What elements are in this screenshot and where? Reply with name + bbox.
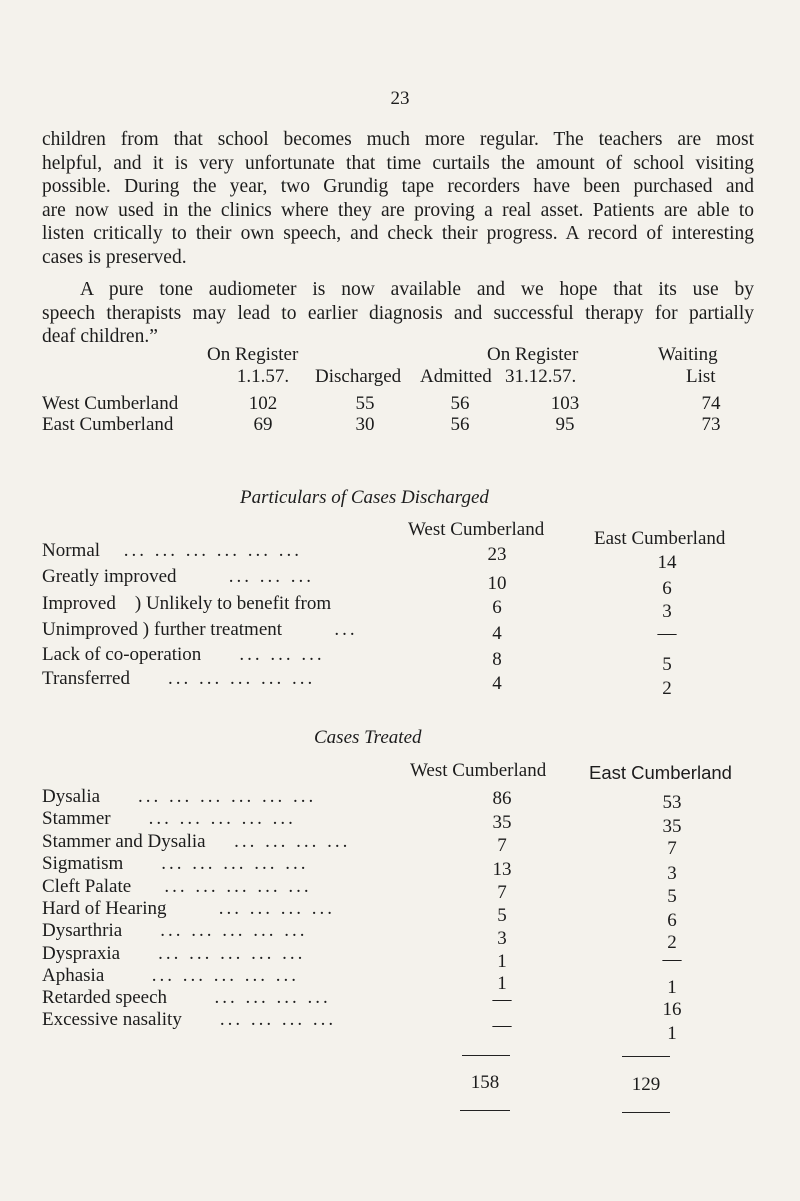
table-row [42, 786, 762, 813]
cell-west: 1 [497, 951, 507, 972]
total-east: 129 [631, 1074, 661, 1095]
row-label: Dysalia [42, 786, 101, 807]
cell-east: — [662, 949, 682, 970]
cell-east: 53 [662, 792, 682, 813]
row-label: Dyspraxia [42, 943, 121, 964]
row-label: Hard of Hearing [42, 898, 167, 919]
page-number: 23 [390, 88, 410, 109]
cell-west: 86 [492, 788, 512, 809]
cell-east: 3 [662, 601, 672, 622]
header-date-start: 1.1.57. [236, 366, 290, 387]
cell-east: 6 [667, 910, 677, 931]
cell-west: 8 [492, 649, 502, 670]
row-label: Dysarthria [42, 920, 123, 941]
leader-dots: ... ... ... ... ... [160, 920, 308, 941]
leader-dots: ... [334, 619, 358, 640]
table-row [42, 853, 762, 884]
cell-west: 13 [492, 859, 512, 880]
cell-west: 4 [492, 673, 502, 694]
row-label: East Cumberland [42, 414, 174, 435]
cell-west: — [492, 989, 512, 1010]
cell-west: 5 [497, 905, 507, 926]
header-on-register-start: On Register [207, 344, 299, 365]
cell-east: 5 [667, 886, 677, 907]
cell-east: 1 [667, 977, 677, 998]
cell-east: 14 [657, 552, 677, 573]
cell-east: 5 [662, 654, 672, 675]
table-row [42, 540, 762, 573]
discharged-title: Particulars of Cases Discharged [240, 487, 489, 508]
cell-waiting: 74 [701, 393, 721, 414]
paragraph-line: possible. During the year, two Grundig tape recorders have been purchased and [42, 176, 754, 197]
table-row [42, 566, 762, 599]
cell-west: 23 [487, 544, 507, 565]
cell-on-register-start: 69 [253, 414, 273, 435]
header-waiting: Waiting [658, 344, 718, 365]
paragraph-line: helpful, and it is very unfortunate that time curtails the amount of school visiting [42, 152, 754, 174]
total-west: 158 [470, 1072, 500, 1093]
rule-above-total-west [462, 1055, 510, 1056]
cell-west: 10 [487, 573, 507, 594]
cell-on-register-end: 95 [555, 414, 575, 435]
cell-west: 7 [497, 835, 507, 856]
cell-east: 6 [662, 578, 672, 599]
row-label: Normal [42, 540, 101, 561]
paragraph-line: listen critically to their own speech, and check their progress. A record of interesting [42, 223, 754, 244]
rule-below-total-west [460, 1110, 510, 1111]
cell-east: 35 [662, 816, 682, 837]
cell-waiting: 73 [701, 414, 721, 435]
treated-title: Cases Treated [314, 727, 422, 748]
cell-west: 1 [497, 973, 507, 994]
leader-dots: ... ... ... ... [218, 898, 336, 919]
leader-dots: ... ... ... ... ... ... [123, 540, 303, 561]
paragraph-line: speech therapists may lead to earlier diagnosis and successful therapy for partially [42, 302, 754, 324]
table-row [42, 943, 762, 972]
table-row [42, 920, 762, 953]
paragraph-line: are now used in the clinics where they are proving a real asset. Patients are able to [42, 199, 754, 221]
header-discharged: Discharged [315, 366, 402, 387]
row-label: Transferred [42, 668, 130, 689]
rule-below-total-east [622, 1112, 670, 1113]
row-label: Sigmatism [42, 853, 124, 874]
table-row [42, 876, 762, 907]
cell-on-register-start: 102 [248, 393, 278, 414]
cell-east: 2 [662, 678, 672, 699]
paragraph-line: children from that school becomes much more regular. The teachers are most [42, 129, 754, 150]
row-label: Aphasia [42, 965, 105, 986]
cell-discharged: 55 [355, 393, 375, 414]
row-label: Excessive nasality [42, 1009, 182, 1030]
cell-east: 1 [667, 1023, 677, 1044]
cell-west: 4 [492, 623, 502, 644]
leader-dots: ... ... ... ... ... [167, 668, 316, 689]
header-on-register-end: On Register [487, 344, 579, 365]
cell-west: 7 [497, 882, 507, 903]
leader-dots: ... ... ... ... ... [148, 808, 296, 829]
paragraph-2 [42, 278, 754, 349]
table-row [42, 668, 762, 699]
cell-east: — [657, 623, 677, 644]
cell-west: 3 [497, 928, 507, 949]
leader-dots: ... ... ... ... [234, 831, 351, 852]
table-row [42, 644, 762, 675]
row-label: Retarded speech [42, 987, 168, 1008]
header-admitted: Admitted [420, 366, 492, 387]
leader-dots: ... ... ... ... ... [158, 943, 306, 964]
leader-dots: ... ... ... ... [219, 1009, 337, 1030]
cell-east: 3 [667, 863, 677, 884]
cell-on-register-end: 103 [550, 393, 580, 414]
paragraph-line: cases is preserved. [42, 246, 187, 268]
header-date-end: 31.12.57. [505, 366, 577, 387]
leader-dots: ... ... ... ... ... ... [138, 786, 317, 807]
cell-east: 16 [662, 999, 682, 1020]
row-label: Stammer [42, 808, 111, 829]
col-west-header: West Cumberland [408, 519, 545, 540]
col-east-header: East Cumberland [594, 528, 726, 549]
paragraph-line: deaf children.” [42, 326, 158, 347]
paragraph-line: A pure tone audiometer is now available and we hope that its use by [80, 279, 754, 300]
row-label: Cleft Palate [42, 876, 132, 897]
leader-dots: ... ... ... ... ... [161, 853, 309, 874]
table-row [42, 1009, 762, 1044]
header-list: List [686, 366, 716, 387]
cell-east: 7 [667, 838, 677, 859]
table-row [42, 808, 762, 837]
cell-west: 35 [492, 812, 512, 833]
cell-discharged: 30 [355, 414, 375, 435]
row-label: Lack of co-operation [42, 644, 202, 665]
cell-admitted: 56 [450, 414, 470, 435]
table-row [42, 831, 762, 859]
cell-west: 6 [492, 597, 502, 618]
col-west-header: West Cumberland [410, 760, 547, 781]
row-label: Unimproved ) further treatment [42, 619, 283, 640]
leader-dots: ... ... ... ... ... [164, 876, 312, 897]
row-label: Improved ) Unlikely to benefit from [42, 593, 332, 614]
row-label: Stammer and Dysalia [42, 831, 206, 852]
cell-admitted: 56 [450, 393, 470, 414]
cell-east: 2 [667, 932, 677, 953]
row-label: West Cumberland [42, 393, 179, 414]
paragraph-1 [42, 128, 754, 269]
table-row [42, 593, 762, 622]
table-row [42, 619, 762, 644]
cell-west: — [492, 1015, 512, 1036]
col-east-header: East Cumberland [589, 762, 732, 783]
row-label: Greatly improved [42, 566, 177, 587]
leader-dots: ... ... ... [228, 566, 315, 587]
rule-above-total-east [622, 1056, 670, 1057]
leader-dots: ... ... ... [239, 644, 325, 665]
leader-dots: ... ... ... ... [214, 987, 331, 1008]
leader-dots: ... ... ... ... ... [151, 965, 300, 986]
